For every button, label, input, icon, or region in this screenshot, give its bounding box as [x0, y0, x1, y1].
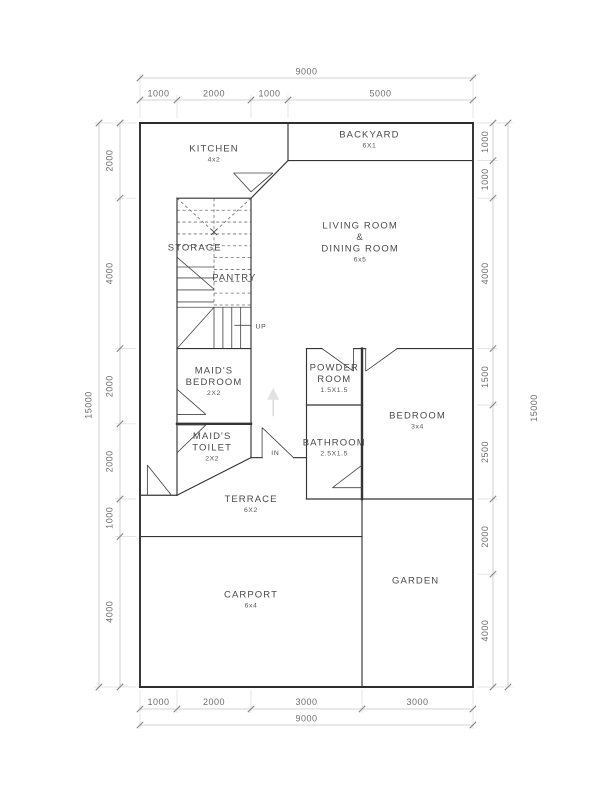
room-size-living-dining: 6x5 [353, 256, 367, 264]
room-label-terrace: TERRACE [224, 494, 278, 506]
room-size-backyard: 6X1 [362, 142, 377, 150]
dim-label: 4000 [104, 262, 115, 285]
room-label-maids-toilet: MAID'S [192, 431, 232, 443]
dim-label: 1000 [258, 88, 281, 99]
room-label-storage: STORAGE [167, 242, 222, 254]
dim-label: 2000 [104, 450, 115, 473]
annotation-up: UP [255, 323, 267, 331]
room-size-carport: 6x4 [244, 602, 258, 610]
stair-dashed-line [214, 198, 251, 232]
room-label-living-dining: LIVING ROOM [322, 220, 398, 232]
inner-wall [251, 161, 288, 199]
dim-label: 2500 [480, 440, 490, 464]
dimension-lines [84, 67, 540, 729]
dim-label: 2000 [202, 88, 226, 99]
room-label-powder-room: ROOM [317, 374, 352, 386]
stair-line [177, 307, 214, 348]
room-size-bedroom: 3x4 [411, 423, 424, 431]
dim-label: 1500 [480, 365, 490, 388]
dim-label: 1000 [104, 506, 115, 529]
dim-label: 1000 [480, 130, 490, 153]
room-label-bedroom: BEDROOM [389, 410, 446, 422]
dim-overall-top: 9000 [295, 66, 318, 77]
room-label-backyard: BACKYARD [339, 129, 400, 141]
dim-label: 3000 [295, 697, 318, 707]
dim-label: 2000 [480, 525, 490, 548]
room-size-terrace: 6X2 [244, 507, 258, 515]
room-label-maids-bedroom: MAID'S [194, 365, 234, 377]
terrace-gate [147, 465, 171, 495]
room-label-maids-toilet: TOILET [192, 442, 232, 454]
room-label-maids-bedroom: BEDROOM [185, 376, 243, 388]
dim-label: 3000 [406, 697, 429, 707]
stair-line [177, 257, 214, 289]
dim-overall-right: 15000 [529, 394, 539, 422]
room-size-maids-bedroom: 2X2 [207, 389, 221, 397]
kitchen-door [234, 173, 251, 192]
room-label-living-dining: & [356, 231, 364, 243]
entry-direction-arrow [267, 388, 279, 417]
dim-label: 2000 [104, 149, 115, 172]
dim-label: 2000 [202, 697, 226, 707]
bathroom-door [332, 465, 362, 488]
room-label-garden: GARDEN [392, 575, 440, 587]
dim-label: 1000 [147, 88, 170, 99]
stair-dashed-line [177, 198, 214, 232]
kitchen-door [251, 173, 273, 192]
walls [140, 123, 473, 687]
dim-label: 5000 [369, 88, 392, 99]
room-size-kitchen: 4x2 [207, 156, 221, 164]
annotation-in: IN [271, 449, 280, 457]
room-label-living-dining: DINING ROOM [321, 243, 399, 255]
bedroom-door [366, 349, 397, 372]
room-size-maids-toilet: 2X2 [205, 455, 220, 463]
dim-label: 2000 [104, 375, 115, 398]
room-label-bathroom: BATHROOM [302, 437, 366, 449]
dim-overall-bottom: 9000 [295, 713, 318, 724]
room-size-bathroom: 2.5X1.5 [320, 450, 349, 458]
maids-bedroom-door [177, 389, 206, 414]
dim-label: 1000 [147, 697, 170, 707]
extension-lines [94, 74, 513, 729]
dim-label: 4000 [480, 262, 490, 285]
dim-label: 4000 [480, 619, 490, 642]
room-label-pantry: PANTRY [212, 272, 257, 284]
entry-arrow-head [267, 388, 279, 400]
room-label-kitchen: KITCHEN [189, 143, 239, 155]
room-label-powder-room: POWDER [309, 362, 359, 374]
dim-label: 4000 [104, 600, 115, 623]
room-label-carport: CARPORT [224, 589, 278, 601]
room-size-powder-room: 1.5X1.5 [320, 387, 349, 395]
dim-overall-left: 15000 [83, 391, 94, 419]
inner-wall [177, 455, 251, 496]
dim-label: 1000 [480, 168, 490, 191]
